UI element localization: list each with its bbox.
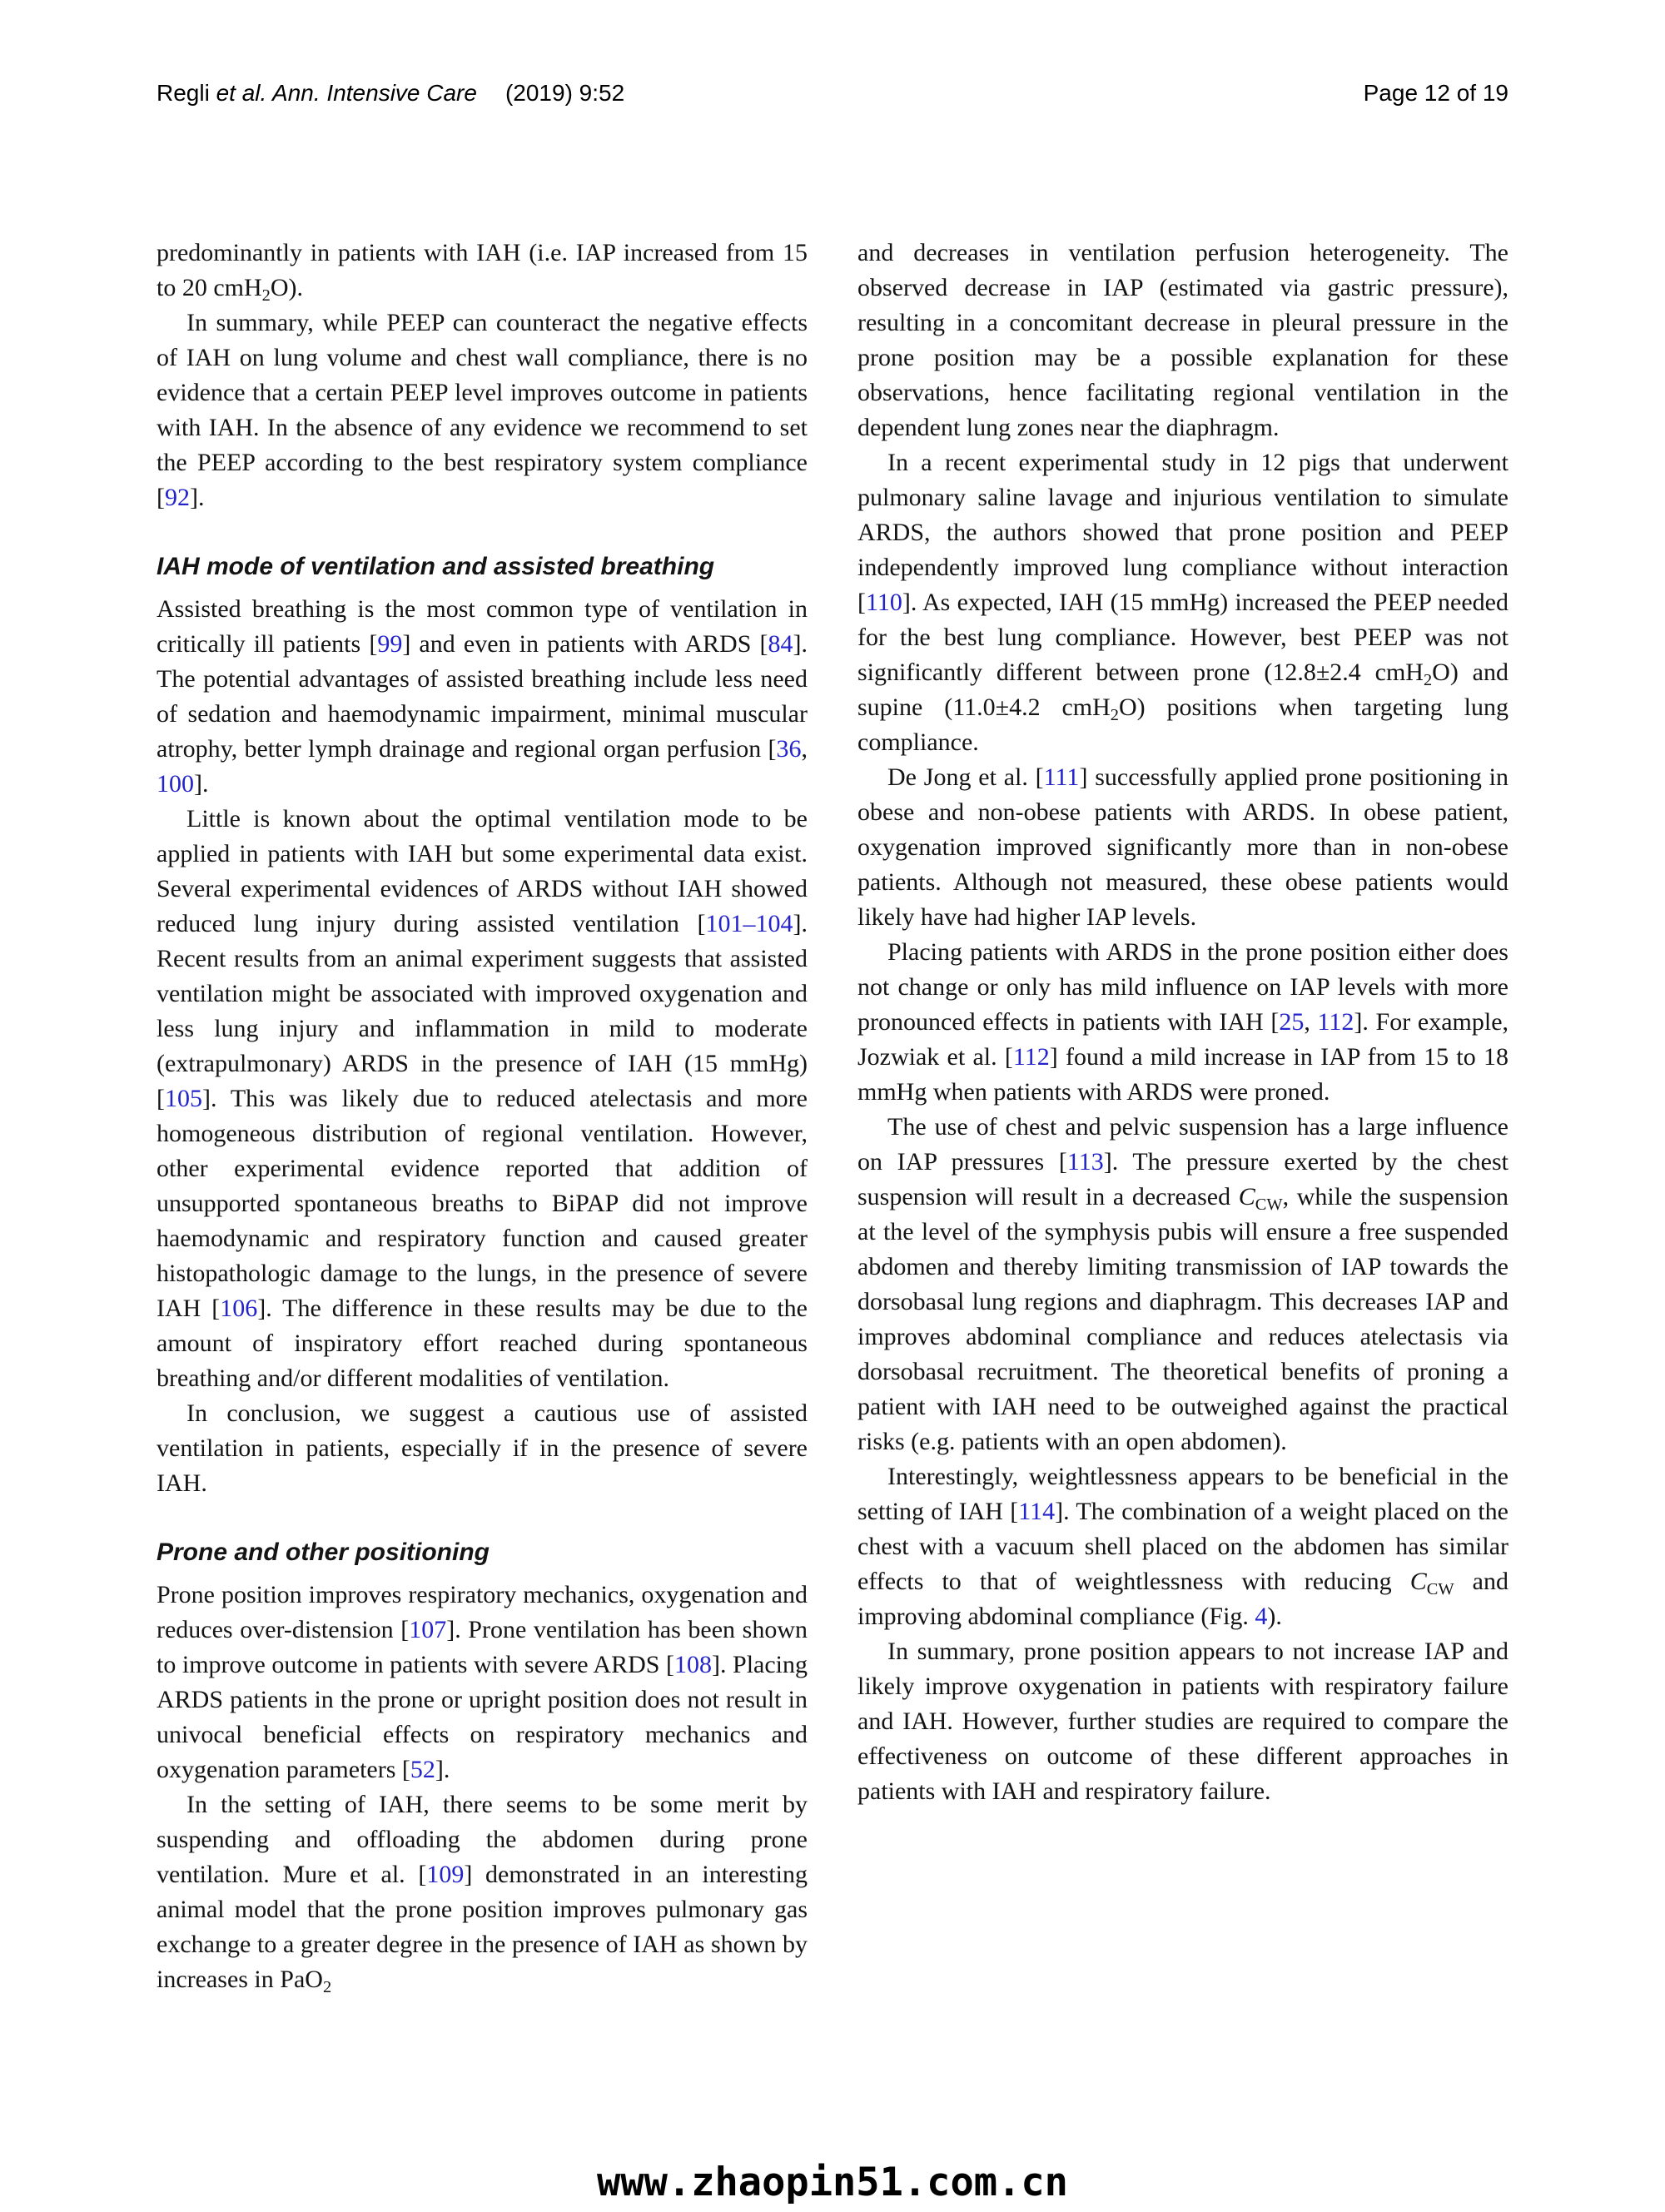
paragraph: The use of chest and pelvic suspension has a large influence on IAP pressures [113]. The pressure exerted by the chest suspension will result in a decreased $C_{CW}$, while the suspension at the level of the symphysis pubis will ensure a free suspended abdomen and thereby limiting transmission of IAP towards the dorsobasal lung regions and diaphragm. This decreases IAP and improves abdominal compliance and reduces atelectasis via dorsobasal recruitment. The theoretical benefits of proning a patient with IAH need to be outweighed against the practical risks (e.g. patients with an open abdomen). xyxy=(857,1113,1509,1455)
paragraph: Assisted breathing is the most common type of ventilation in critically ill patients [99] and even in patients with ARDS [84]. The potential advantages of assisted breathing include less need of sedation and haemodynamic impairment, minimal muscular atrophy, better lymph drainage and regional organ perfusion [36, 100]. xyxy=(157,595,808,798)
section-heading: Prone and other positioning xyxy=(157,1538,490,1566)
paragraph: De Jong et al. [111] successfully applied prone positioning in obese and non-obese patients with ARDS. In obese patient, oxygenation improved significantly more than in non-obese patients. Although not measured, these obese patients would likely have had higher IAP levels. xyxy=(857,763,1509,931)
left-column xyxy=(157,236,808,1997)
paragraph: In a recent experimental study in 12 pigs that underwent pulmonary saline lavage and injurious ventilation to simulate ARDS, the authors showed that prone position and PEEP independently improved lung compliance without interaction [110]. As expected, IAH (15 mmHg) increased the PEEP needed for the best lung compliance. However, best PEEP was not significantly different between prone (12.8±2.4 cmH$_2$O) and supine (11.0±4.2 cmH$_2$O) positions when targeting lung compliance. xyxy=(857,449,1508,756)
paragraph: In summary, prone position appears to not increase IAP and likely improve oxygenation in patients with respiratory failure and IAH. However, further studies are required to compare the effectiveness on outcome of these different approaches in patients with IAH and respiratory failure. xyxy=(857,1638,1508,1805)
paragraph: In conclusion, we suggest a cautious use of assisted ventilation in patients, especially if in the presence of severe IAH. xyxy=(157,1399,808,1497)
running-head-journal: et al. Ann. Intensive Care xyxy=(216,80,477,106)
paragraph: Placing patients with ARDS in the prone position either does not change or only has mild influence on IAP levels with more pronounced effects in patients with IAH [25, 112]. For example, Jozwiak et al. [112] found a mild increase in IAP from 15 to 18 mmHg when patients with ARDS were proned. xyxy=(857,938,1509,1106)
paragraph: In the setting of IAH, there seems to be some merit by suspending and offloading the abdomen during prone ventilation. Mure et al. [109] demonstrated in an interesting animal model that the prone position improves pulmonary gas exchange to a greater degree in the presence of IAH as shown by increases in PaO$_2$ xyxy=(157,1791,808,1996)
paragraph: Little is known about the optimal ventilation mode to be applied in patients with IAH but some experimental data exist. Several experimental evidences of ARDS without IAH showed reduced lung injury during assisted ventilation [101–104]. Recent results from an animal experiment suggests that assisted ventilation might be associated with improved oxygenation and less lung injury and inflammation in mild to moderate (extrapulmonary) ARDS in the presence of IAH (15 mmHg) [105]. This was likely due to reduced atelectasis and more homogeneous distribution of regional ventilation. However, other experimental evidence reported that addition of unsupported spontaneous breaths to BiPAP did not improve haemodynamic and respiratory function and caused greater histopathologic damage to the lungs, in the presence of severe IAH [106]. The difference in these results may be due to the amount of inspiratory effort reached during spontaneous breathing and/or different modalities of ventilation. xyxy=(157,805,808,1392)
page-number-label: Page 12 of 19 xyxy=(1363,80,1508,106)
running-head-citation: (2019) 9:52 xyxy=(504,80,625,106)
paragraph: Prone position improves respiratory mechanics, oxygenation and reduces over-distension [107]. Prone ventilation has been shown to improve outcome in patients with severe ARDS [108]. Placing ARDS patients in the prone or upright position does not result in univocal beneficial effects on respiratory mechanics and oxygenation parameters [52]. xyxy=(157,1581,808,1783)
paragraph: predominantly in patients with IAH (i.e. IAP increased from 15 to 20 cmH$_2$O). xyxy=(157,239,808,305)
paragraph: Interestingly, weightlessness appears to be beneficial in the setting of IAH [114]. The combination of a weight placed on the chest with a vacuum shell placed on the abdomen has similar effects to that of weightlessness with reducing $C_{CW}$ and improving abdominal compliance (Fig. 4). xyxy=(857,1463,1509,1630)
running-head xyxy=(157,80,624,107)
watermark: www.zhaopin51.com.cn xyxy=(597,2160,1068,2205)
right-column xyxy=(857,236,1508,1809)
page-header xyxy=(157,80,1508,107)
section-heading: IAH mode of ventilation and assisted breathing xyxy=(157,553,715,580)
paragraph: and decreases in ventilation perfusion heterogeneity. The observed decrease in IAP (estimated via gastric pressure), resulting in a concomitant decrease in pleural pressure in the prone position may be a possible explanation for these observations, hence facilitating regional ventilation in the dependent lung zones near the diaphragm. xyxy=(857,239,1508,441)
paragraph: In summary, while PEEP can counteract the negative effects of IAH on lung volume and chest wall compliance, there is no evidence that a certain PEEP level improves outcome in patients with IAH. In the absence of any evidence we recommend to set the PEEP according to the best respiratory system compliance [92]. xyxy=(157,309,808,511)
running-head-authors: Regli xyxy=(157,80,216,106)
